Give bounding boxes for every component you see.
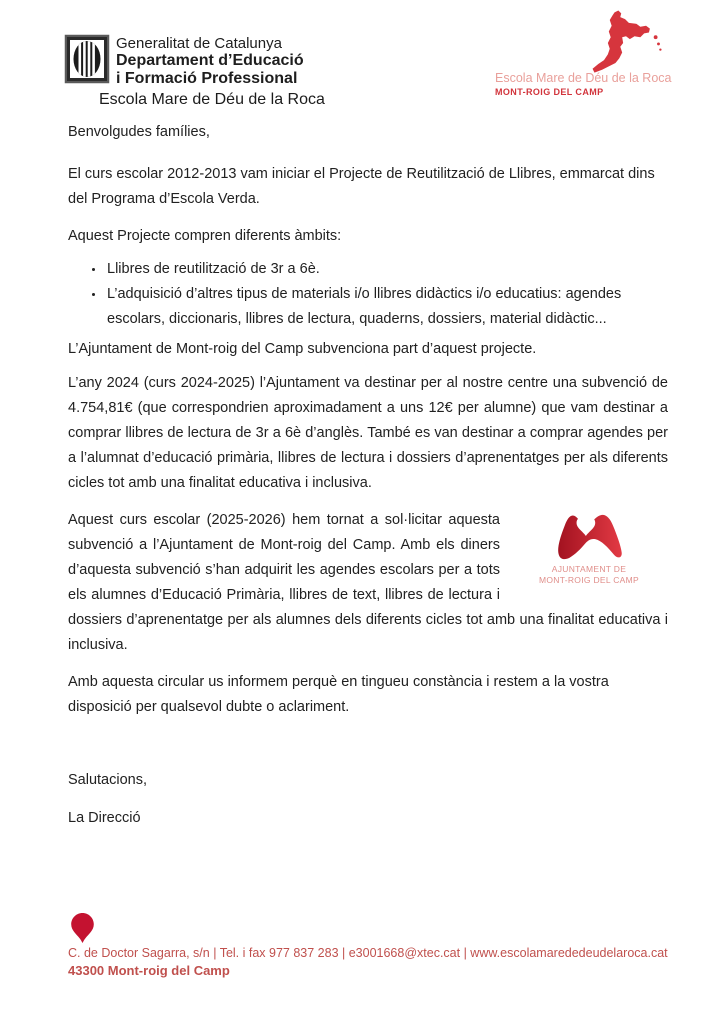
paragraph-ambits-intro: Aquest Projecte compren diferents àmbits:	[68, 228, 342, 244]
list-item: • Llibres de reutilització de 3r a 6è.	[105, 257, 668, 282]
generalitat-senyera-icon	[64, 34, 110, 84]
ajuntament-logo-block	[510, 508, 668, 604]
paragraph-circular: Amb aquesta circular us informem perquè en tingueu constància i restem a la vostra disposició per qualsevol dubte o aclariment.	[68, 674, 609, 715]
closing: Salutacions,	[68, 772, 147, 788]
paragraph-projecte: El curs escolar 2012-2013 vam iniciar el Projecte de Reutilització de Llibres, emmarcat dins del Programa d’Escola Verda.	[68, 166, 655, 207]
footer-city-line: 43300 Mont-roig del Camp	[68, 963, 230, 978]
gencat-line1: Generalitat de Catalunya	[116, 35, 282, 52]
footer	[68, 912, 688, 979]
map-pin-icon	[70, 912, 95, 944]
ajuntament-caption-line1: AJUNTAMENT DE	[551, 564, 627, 574]
paragraph-curs-2025: Aquest curs escolar (2025-2026) hem tornat a sol·licitar aquesta subvenció a l’Ajuntament de Mont-roig del Camp. Amb els diners d’aquesta subvenció s’han adquirit les agendes escolars per a tots els alumnes d’Educació Primària, llibres de text, llibres de lectura i dossiers d’aprenentatge per als alumnes dels diferents cicles tot amb una finalitat educativa i inclusiva.	[68, 512, 668, 653]
gencat-line2: Departament d’Educació	[116, 52, 304, 69]
rock-logo-icon	[583, 10, 669, 74]
paragraph-curs-2025-block	[68, 508, 668, 658]
ajuntament-caption-line2: MONT-ROIG DEL CAMP	[538, 575, 639, 585]
list-item: • L’adquisició d’altres tipus de materials i/o llibres didàctics i/o educatius: agendes escolars, diccionaris, llibres de lectura, quaderns, dossiers, material didàctic...	[105, 282, 668, 332]
ambits-list	[68, 257, 668, 332]
signature: La Direcció	[68, 810, 141, 826]
letter-body	[68, 120, 668, 831]
header-school-logo	[495, 10, 707, 97]
paragraph-any-2024: L’any 2024 (curs 2024-2025) l’Ajuntament va destinar per al nostre centre una subvenció de 4.754,81€ (que correspondrien aproximadament a uns 12€ per alumne) que vam destinar a comprar llibres de lectura de 3r a 6è d’anglès. També es van destinar a comprar agendes per a l’alumnat d’educació primària, llibres de lectura i dossiers d’aprenentatges per als diferents cicles tot amb una finalitat educativa i inclusiva.	[68, 375, 668, 491]
school-logo-subtitle: MONT-ROIG DEL CAMP	[495, 87, 604, 97]
greeting: Benvolgudes famílies,	[68, 124, 210, 140]
header-generalitat	[64, 34, 325, 110]
school-logo-name: Escola Mare de Déu de la Roca	[495, 71, 672, 85]
paragraph-subvenciona: L’Ajuntament de Mont-roig del Camp subvenciona part d’aquest projecte.	[68, 341, 537, 357]
gencat-line3: i Formació Professional	[116, 69, 298, 87]
header-school-name: Escola Mare de Déu de la Roca	[99, 91, 325, 108]
ajuntament-m-heart-icon	[550, 508, 628, 564]
footer-address-line: C. de Doctor Sagarra, s/n | Tel. i fax 977 837 283 | e3001668@xtec.cat | www.escolamarededeudelaroca.cat	[68, 946, 668, 960]
